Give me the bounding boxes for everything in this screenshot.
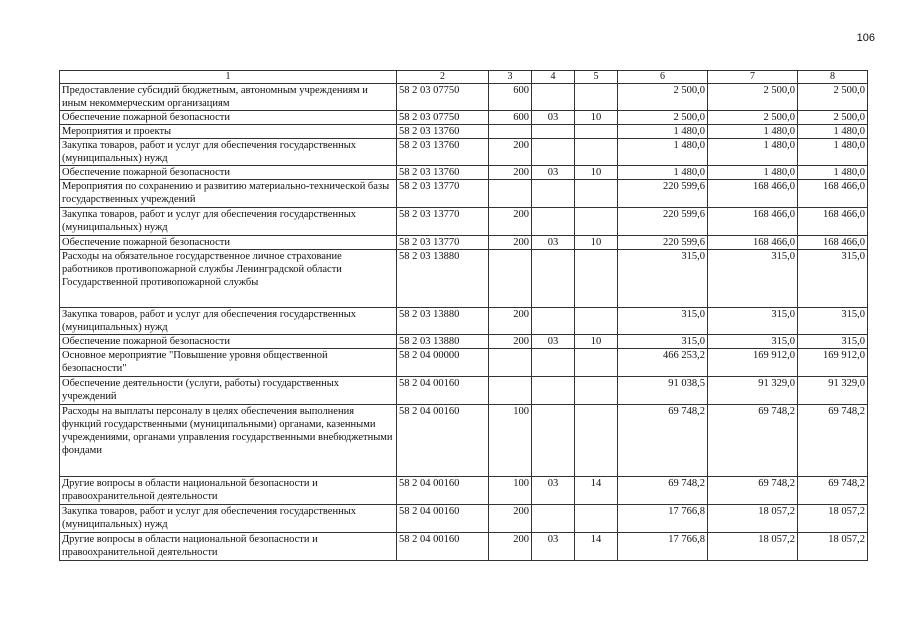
amount-cell: 315,0: [708, 335, 798, 349]
amount-cell: 168 466,0: [708, 236, 798, 250]
amount-cell: 18 057,2: [798, 505, 868, 533]
table-row: [60, 208, 868, 236]
subsection-cell: [575, 180, 618, 208]
header-col-7: 7: [708, 71, 798, 84]
table-row: [60, 308, 868, 335]
header-col-3: 3: [489, 71, 532, 84]
amount-cell: 2 500,0: [618, 111, 708, 125]
section-cell: [532, 349, 575, 377]
amount-cell: 169 912,0: [798, 349, 868, 377]
subsection-cell: 10: [575, 166, 618, 180]
expense-type-cell: 600: [489, 111, 532, 125]
expense-type-cell: 200: [489, 236, 532, 250]
section-cell: 03: [532, 335, 575, 349]
amount-cell: 315,0: [618, 250, 708, 308]
amount-cell: 1 480,0: [618, 139, 708, 166]
subsection-cell: [575, 84, 618, 111]
amount-cell: 91 329,0: [798, 377, 868, 405]
table-row: [60, 377, 868, 405]
description-cell: Другие вопросы в области национальной безопасности и правоохранительной деятельности: [60, 533, 397, 561]
expense-type-cell: 200: [489, 166, 532, 180]
amount-cell: 69 748,2: [708, 477, 798, 505]
amount-cell: 17 766,8: [618, 505, 708, 533]
section-cell: [532, 377, 575, 405]
subsection-cell: 14: [575, 477, 618, 505]
header-row: [60, 71, 868, 84]
amount-cell: 220 599,6: [618, 236, 708, 250]
target-code-cell: 58 2 03 13760: [397, 125, 489, 139]
section-cell: [532, 125, 575, 139]
target-code-cell: 58 2 04 00160: [397, 533, 489, 561]
table-row: [60, 125, 868, 139]
amount-cell: 69 748,2: [618, 477, 708, 505]
expense-type-cell: [489, 180, 532, 208]
section-cell: [532, 139, 575, 166]
header-col-6: 6: [618, 71, 708, 84]
subsection-cell: 14: [575, 533, 618, 561]
target-code-cell: 58 2 03 13760: [397, 139, 489, 166]
amount-cell: 1 480,0: [798, 166, 868, 180]
table-row: [60, 139, 868, 166]
description-cell: Обеспечение пожарной безопасности: [60, 335, 397, 349]
target-code-cell: 58 2 04 00000: [397, 349, 489, 377]
target-code-cell: 58 2 03 13770: [397, 180, 489, 208]
header-col-1: 1: [60, 71, 397, 84]
budget-table: [59, 70, 868, 561]
description-cell: Основное мероприятие "Повышение уровня общественной безопасности": [60, 349, 397, 377]
amount-cell: 2 500,0: [708, 84, 798, 111]
amount-cell: 69 748,2: [798, 477, 868, 505]
amount-cell: 1 480,0: [618, 125, 708, 139]
section-cell: 03: [532, 166, 575, 180]
expense-type-cell: [489, 377, 532, 405]
amount-cell: 17 766,8: [618, 533, 708, 561]
expense-type-cell: 200: [489, 335, 532, 349]
table-row: [60, 166, 868, 180]
table-row: [60, 250, 868, 308]
target-code-cell: 58 2 03 13770: [397, 208, 489, 236]
target-code-cell: 58 2 03 13880: [397, 308, 489, 335]
section-cell: [532, 208, 575, 236]
table-row: [60, 505, 868, 533]
target-code-cell: 58 2 03 07750: [397, 84, 489, 111]
table-row: [60, 180, 868, 208]
subsection-cell: [575, 250, 618, 308]
header-col-8: 8: [798, 71, 868, 84]
description-cell: Мероприятия по сохранению и развитию материально-технической базы государственных учреждений: [60, 180, 397, 208]
amount-cell: 168 466,0: [708, 180, 798, 208]
target-code-cell: 58 2 04 00160: [397, 377, 489, 405]
expense-type-cell: 200: [489, 208, 532, 236]
amount-cell: 69 748,2: [708, 405, 798, 477]
target-code-cell: 58 2 03 13760: [397, 166, 489, 180]
section-cell: [532, 180, 575, 208]
amount-cell: 2 500,0: [618, 84, 708, 111]
amount-cell: 18 057,2: [708, 533, 798, 561]
target-code-cell: 58 2 04 00160: [397, 405, 489, 477]
subsection-cell: 10: [575, 111, 618, 125]
amount-cell: 466 253,2: [618, 349, 708, 377]
expense-type-cell: 100: [489, 477, 532, 505]
amount-cell: 168 466,0: [708, 208, 798, 236]
expense-type-cell: [489, 349, 532, 377]
subsection-cell: [575, 377, 618, 405]
table-row: [60, 405, 868, 477]
table-row: [60, 533, 868, 561]
subsection-cell: [575, 405, 618, 477]
section-cell: [532, 405, 575, 477]
target-code-cell: 58 2 04 00160: [397, 505, 489, 533]
table-row: [60, 84, 868, 111]
section-cell: 03: [532, 236, 575, 250]
subsection-cell: [575, 349, 618, 377]
description-cell: Другие вопросы в области национальной безопасности и правоохранительной деятельности: [60, 477, 397, 505]
amount-cell: 18 057,2: [798, 533, 868, 561]
amount-cell: 1 480,0: [618, 166, 708, 180]
expense-type-cell: 600: [489, 84, 532, 111]
description-cell: Обеспечение пожарной безопасности: [60, 111, 397, 125]
expense-type-cell: 200: [489, 505, 532, 533]
description-cell: Расходы на обязательное государственное личное страхование работников противопожарной службы Ленинградской области Государственной противопожарной службы: [60, 250, 397, 308]
amount-cell: 1 480,0: [708, 139, 798, 166]
table-row: [60, 335, 868, 349]
table-row: [60, 349, 868, 377]
subsection-cell: 10: [575, 236, 618, 250]
description-cell: Закупка товаров, работ и услуг для обеспечения государственных (муниципальных) нужд: [60, 505, 397, 533]
amount-cell: 315,0: [708, 250, 798, 308]
description-cell: Мероприятия и проекты: [60, 125, 397, 139]
section-cell: [532, 308, 575, 335]
amount-cell: 220 599,6: [618, 180, 708, 208]
table-body: [60, 84, 868, 561]
subsection-cell: [575, 208, 618, 236]
description-cell: Обеспечение пожарной безопасности: [60, 166, 397, 180]
amount-cell: 1 480,0: [708, 125, 798, 139]
amount-cell: 2 500,0: [708, 111, 798, 125]
amount-cell: 168 466,0: [798, 180, 868, 208]
amount-cell: 69 748,2: [618, 405, 708, 477]
section-cell: [532, 250, 575, 308]
expense-type-cell: [489, 125, 532, 139]
table-row: [60, 111, 868, 125]
target-code-cell: 58 2 03 13880: [397, 335, 489, 349]
amount-cell: 315,0: [708, 308, 798, 335]
section-cell: 03: [532, 111, 575, 125]
amount-cell: 91 038,5: [618, 377, 708, 405]
amount-cell: 2 500,0: [798, 111, 868, 125]
amount-cell: 1 480,0: [798, 139, 868, 166]
description-cell: Обеспечение деятельности (услуги, работы) государственных учреждений: [60, 377, 397, 405]
expense-type-cell: 200: [489, 533, 532, 561]
expense-type-cell: 200: [489, 139, 532, 166]
section-cell: [532, 84, 575, 111]
amount-cell: 1 480,0: [798, 125, 868, 139]
subsection-cell: 10: [575, 335, 618, 349]
description-cell: Закупка товаров, работ и услуг для обеспечения государственных (муниципальных) нужд: [60, 139, 397, 166]
target-code-cell: 58 2 03 13880: [397, 250, 489, 308]
table-row: [60, 236, 868, 250]
section-cell: [532, 505, 575, 533]
amount-cell: 315,0: [618, 308, 708, 335]
section-cell: 03: [532, 477, 575, 505]
amount-cell: 69 748,2: [798, 405, 868, 477]
header-col-2: 2: [397, 71, 489, 84]
table-row: [60, 477, 868, 505]
section-cell: 03: [532, 533, 575, 561]
amount-cell: 1 480,0: [708, 166, 798, 180]
expense-type-cell: 100: [489, 405, 532, 477]
amount-cell: 315,0: [798, 335, 868, 349]
amount-cell: 315,0: [618, 335, 708, 349]
expense-type-cell: 200: [489, 308, 532, 335]
header-col-5: 5: [575, 71, 618, 84]
amount-cell: 220 599,6: [618, 208, 708, 236]
header-col-4: 4: [532, 71, 575, 84]
description-cell: Закупка товаров, работ и услуг для обеспечения государственных (муниципальных) нужд: [60, 308, 397, 335]
description-cell: Обеспечение пожарной безопасности: [60, 236, 397, 250]
target-code-cell: 58 2 04 00160: [397, 477, 489, 505]
amount-cell: 168 466,0: [798, 236, 868, 250]
amount-cell: 168 466,0: [798, 208, 868, 236]
amount-cell: 315,0: [798, 308, 868, 335]
description-cell: Предоставление субсидий бюджетным, автономным учреждениям и иным некоммерческим организациям: [60, 84, 397, 111]
subsection-cell: [575, 139, 618, 166]
amount-cell: 169 912,0: [708, 349, 798, 377]
page-number: 106: [856, 32, 875, 44]
amount-cell: 91 329,0: [708, 377, 798, 405]
amount-cell: 18 057,2: [708, 505, 798, 533]
subsection-cell: [575, 308, 618, 335]
target-code-cell: 58 2 03 07750: [397, 111, 489, 125]
subsection-cell: [575, 505, 618, 533]
amount-cell: 2 500,0: [798, 84, 868, 111]
target-code-cell: 58 2 03 13770: [397, 236, 489, 250]
description-cell: Закупка товаров, работ и услуг для обеспечения государственных (муниципальных) нужд: [60, 208, 397, 236]
amount-cell: 315,0: [798, 250, 868, 308]
description-cell: Расходы на выплаты персоналу в целях обеспечения выполнения функций государственными (муниципальными) органами, казенными учреждениями, органами управления государственными внебюджетными фондами: [60, 405, 397, 477]
expense-type-cell: [489, 250, 532, 308]
subsection-cell: [575, 125, 618, 139]
